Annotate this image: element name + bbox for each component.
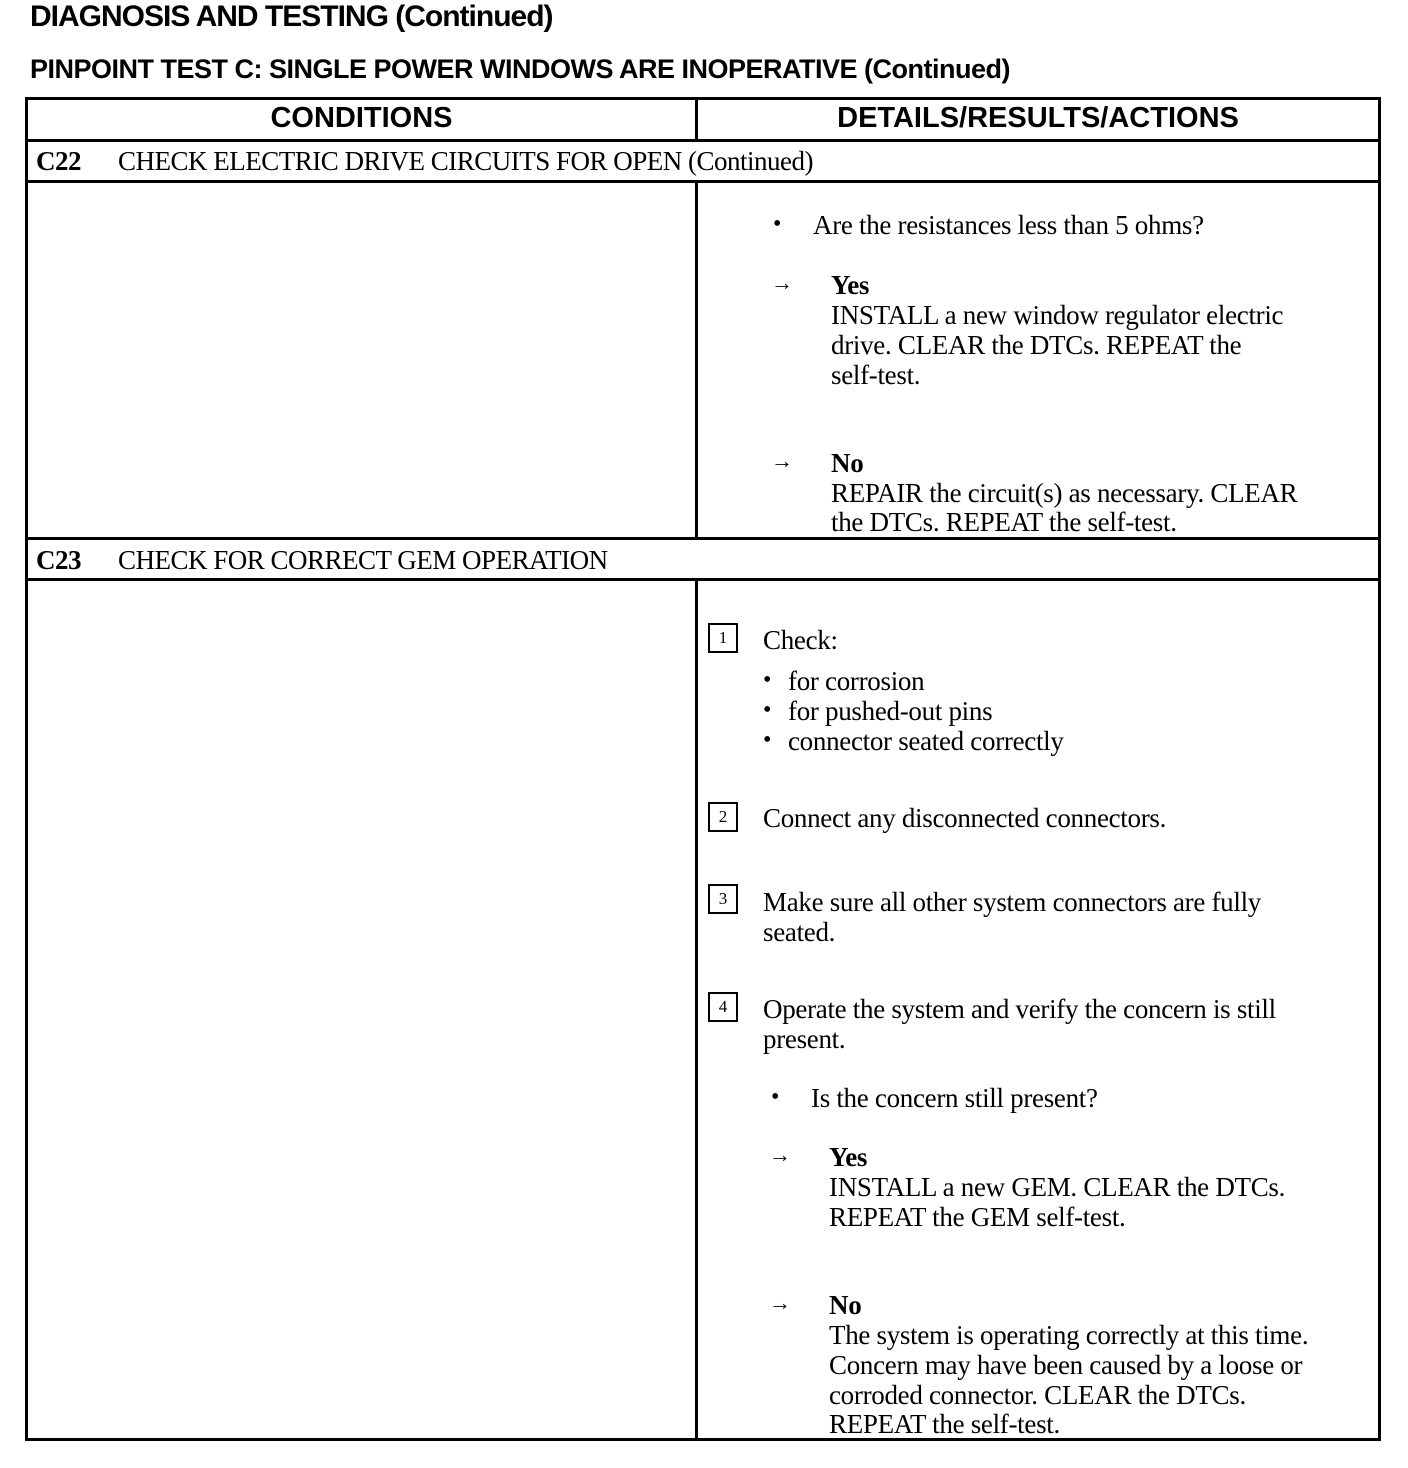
step-number-box: 4 — [708, 992, 738, 1022]
no-action-line: The system is operating correctly at this time. — [829, 1320, 1309, 1350]
action-text: Check: — [763, 625, 838, 655]
divider — [28, 180, 1378, 183]
yes-label: Yes — [829, 1142, 868, 1172]
no-label: No — [831, 448, 864, 478]
step-number-box: 3 — [708, 884, 738, 914]
bullet-icon: • — [773, 211, 782, 237]
yes-label: Yes — [831, 270, 870, 300]
test-title: PINPOINT TEST C: SINGLE POWER WINDOWS ARE INOPERATIVE (Continued) — [30, 54, 1010, 84]
bullet-icon: • — [763, 727, 772, 753]
yes-action-line: INSTALL a new window regulator electric — [831, 300, 1284, 330]
check-item: for corrosion — [788, 666, 925, 696]
divider — [695, 180, 698, 537]
no-action-line: the DTCs. REPEAT the self-test. — [831, 507, 1177, 537]
no-label: No — [829, 1290, 862, 1320]
arrow-right-icon: → — [769, 1290, 791, 1315]
divider — [695, 578, 698, 1441]
step-title: CHECK ELECTRIC DRIVE CIRCUITS FOR OPEN (Continued) — [118, 146, 814, 176]
no-action-line: REPAIR the circuit(s) as necessary. CLEAR — [831, 478, 1298, 508]
question-c22: Are the resistances less than 5 ohms? — [813, 210, 1204, 240]
bullet-icon: • — [763, 667, 772, 693]
page-title: DIAGNOSIS AND TESTING (Continued) — [30, 0, 553, 33]
check-item: for pushed-out pins — [788, 696, 993, 726]
yes-action-line: REPEAT the GEM self-test. — [829, 1202, 1126, 1232]
action-text: Make sure all other system connectors are fully — [763, 887, 1261, 917]
no-action-line: REPEAT the self-test. — [829, 1409, 1060, 1439]
step-number: C23 — [36, 545, 81, 575]
action-text: seated. — [763, 917, 836, 947]
check-item: connector seated correctly — [788, 726, 1064, 756]
step-number-box: 1 — [708, 623, 738, 653]
divider — [695, 100, 698, 139]
bullet-icon: • — [771, 1084, 780, 1110]
divider — [28, 537, 1378, 540]
action-text: Connect any disconnected connectors. — [763, 803, 1167, 833]
action-text: Operate the system and verify the concern is still — [763, 994, 1276, 1024]
question-c23: Is the concern still present? — [811, 1083, 1098, 1113]
column-header-details: DETAILS/RESULTS/ACTIONS — [837, 102, 1239, 134]
arrow-right-icon: → — [769, 1142, 791, 1167]
bullet-icon: • — [763, 697, 772, 723]
arrow-right-icon: → — [771, 270, 793, 295]
no-action-line: Concern may have been caused by a loose or — [829, 1350, 1303, 1380]
yes-action-line: self-test. — [831, 360, 921, 390]
pinpoint-test-table — [25, 97, 1381, 1441]
yes-action-line: INSTALL a new GEM. CLEAR the DTCs. — [829, 1172, 1286, 1202]
arrow-right-icon: → — [771, 448, 793, 473]
step-number: C22 — [36, 146, 81, 176]
step-title: CHECK FOR CORRECT GEM OPERATION — [118, 545, 608, 575]
action-text: present. — [763, 1024, 846, 1054]
divider — [28, 139, 1378, 142]
yes-action-line: drive. CLEAR the DTCs. REPEAT the — [831, 330, 1242, 360]
step-number-box: 2 — [708, 802, 738, 832]
step-header-c22 — [36, 146, 813, 177]
no-action-line: corroded connector. CLEAR the DTCs. — [829, 1380, 1246, 1410]
step-header-c23 — [36, 545, 608, 576]
divider — [28, 578, 1378, 581]
column-header-conditions: CONDITIONS — [270, 102, 453, 134]
